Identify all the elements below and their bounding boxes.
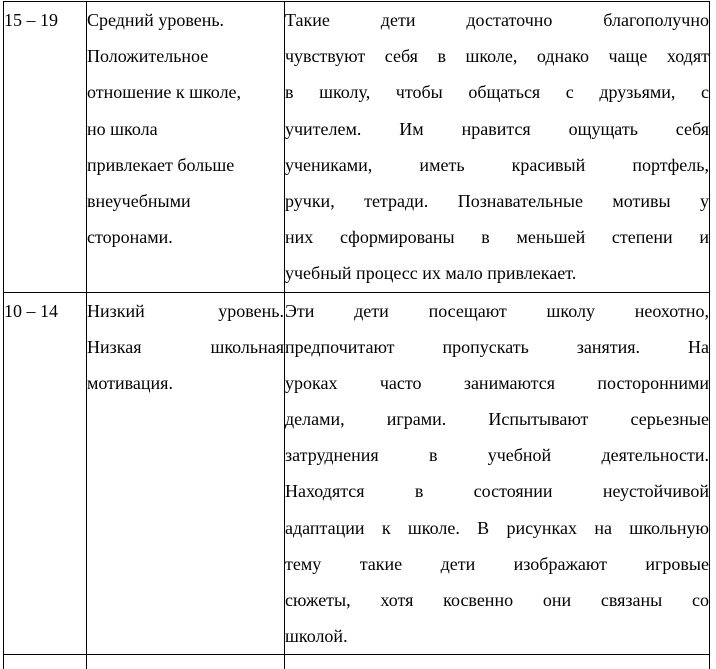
level-line: Низкий уровень. [87,300,284,321]
level-line: Низкая школьная [87,336,284,357]
level-line: мотивация. [87,372,173,393]
description-line: учебный процесс их мало привлекает. [285,263,577,284]
description-line: предпочитают пропускать занятия. На [285,336,709,357]
level-line: привлекает больше [87,154,235,175]
score-range-cell [4,2,87,293]
description-line: делами, играми. Испытывают серьезные [285,409,709,430]
description-cell [285,2,710,293]
description-cell [285,292,710,655]
description-line: ручки, тетради. Познавательные мотивы у [285,190,709,211]
description-line: сюжеты, хотя косвенно они связаны со [285,590,709,610]
level-line: отношение к школе, [87,82,242,103]
description-line: уроках часто занимаются посторонними [285,372,709,393]
level-line: внеучебными [87,190,191,211]
table-row [4,292,710,655]
level-cell [87,292,285,655]
description-line: Эти дети посещают школу неохотно, [285,300,709,321]
score-range: 10 – 14 [4,300,58,321]
description-line: тему такие дети изображают игровые [285,553,709,574]
description-line: чувствуют себя в школе, однако чаще ходят [285,46,709,67]
description-line: адаптации к школе. В рисунках на школьную [285,517,709,538]
description-line: них сформированы в меньшей степени и [285,227,709,248]
table-row [4,2,710,293]
description-line: Находятся в состоянии неустойчивой [285,481,709,502]
score-range: 15 – 19 [4,10,58,30]
description-line: в школу, чтобы общаться с друзьями, с [285,82,709,103]
score-range-cell [4,292,87,655]
description-line: школой. [285,626,348,647]
description-line: Такие дети достаточно благополучно [285,10,709,30]
motivation-levels-table [3,1,710,669]
description-line: затруднения в учебной деятельности. [285,445,709,466]
level-line: сторонами. [87,227,173,248]
level-line: Средний уровень. [87,10,225,30]
level-cell [87,2,285,293]
description-line: учителем. Им нравится ощущать себя [285,118,709,139]
description-line: учениками, иметь красивый портфель, [285,154,709,175]
level-line: Положительное [87,46,209,67]
level-line: но школа [87,118,158,139]
